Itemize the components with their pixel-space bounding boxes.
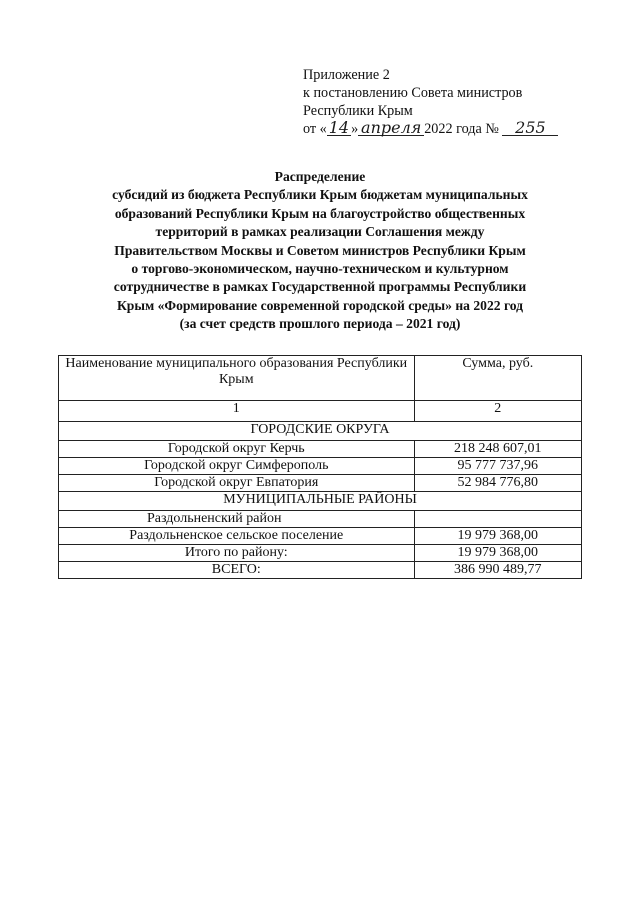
title-line-1: Распределение — [274, 169, 366, 184]
header-name-cell: Наименование муниципального образования Республики Крым — [59, 356, 415, 401]
handwritten-day: 14 — [328, 118, 350, 137]
section-urban-label: ГОРОДСКИЕ ОКРУГА — [59, 422, 582, 441]
handwritten-doc-number: 255 — [502, 121, 558, 136]
row-sum: 218 248 607,01 — [414, 441, 581, 458]
title-line-4: территорий в рамках реализации Соглашения между — [155, 224, 485, 240]
table-column-numbers-row — [59, 401, 582, 422]
date-mid: » — [351, 121, 359, 137]
appendix-line-2: к постановлению Совета министров — [303, 85, 523, 101]
district-total-sum: 19 979 368,00 — [414, 545, 581, 562]
row-name: Раздольненское сельское поселение — [59, 528, 415, 545]
title-line-9: (за счет средств прошлого периода – 2021 год) — [179, 316, 461, 332]
appendix-header — [303, 66, 603, 138]
allocation-table — [58, 355, 582, 579]
title-line-8: Крым «Формирование современной городской среды» на 2022 год — [116, 297, 524, 313]
row-sum: 52 984 776,80 — [414, 475, 581, 492]
grand-total-label: ВСЕГО: — [59, 562, 415, 579]
appendix-date-line — [303, 120, 603, 138]
column-number-1: 1 — [59, 401, 415, 422]
table-row-grand-total — [59, 562, 582, 579]
table-row — [59, 458, 582, 475]
district-total-label: Итого по району: — [59, 545, 415, 562]
section-row-districts — [59, 492, 582, 511]
title-line-7: сотрудничестве в рамках Государственной программы Республики — [113, 279, 527, 295]
table-header-row — [59, 356, 582, 401]
title-line-3: образований Республики Крым на благоустройство общественных — [114, 205, 526, 221]
row-name: Городской округ Керчь — [59, 441, 415, 458]
date-year: 2022 года № — [424, 121, 499, 137]
date-prefix: от « — [303, 121, 327, 137]
district-sum-empty — [414, 511, 581, 528]
row-name: Городской округ Симферополь — [59, 458, 415, 475]
table-row-district — [59, 511, 582, 528]
table-row — [59, 441, 582, 458]
row-sum: 19 979 368,00 — [414, 528, 581, 545]
title-line-6: о торгово-экономическом, научно-техническом и культурном — [131, 261, 509, 277]
table-row — [59, 528, 582, 545]
district-name: Раздольненский район — [59, 511, 415, 528]
title-line-2: субсидий из бюджета Республики Крым бюджетам муниципальных — [112, 187, 528, 203]
header-sum-cell: Сумма, руб. — [414, 356, 581, 401]
appendix-line-1: Приложение 2 — [303, 67, 390, 83]
grand-total-sum: 386 990 489,77 — [414, 562, 581, 579]
section-row-urban — [59, 422, 582, 441]
appendix-line-3: Республики Крым — [303, 103, 413, 119]
row-name: Городской округ Евпатория — [59, 475, 415, 492]
section-districts-label: МУНИЦИПАЛЬНЫЕ РАЙОНЫ — [59, 492, 582, 511]
title-line-5: Правительством Москвы и Советом министров Республики Крым — [114, 242, 526, 258]
row-sum: 95 777 737,96 — [414, 458, 581, 475]
table-row — [59, 475, 582, 492]
table-row-district-total — [59, 545, 582, 562]
handwritten-month: апреля — [358, 121, 424, 136]
column-number-2: 2 — [414, 401, 581, 422]
document-title — [40, 168, 600, 334]
